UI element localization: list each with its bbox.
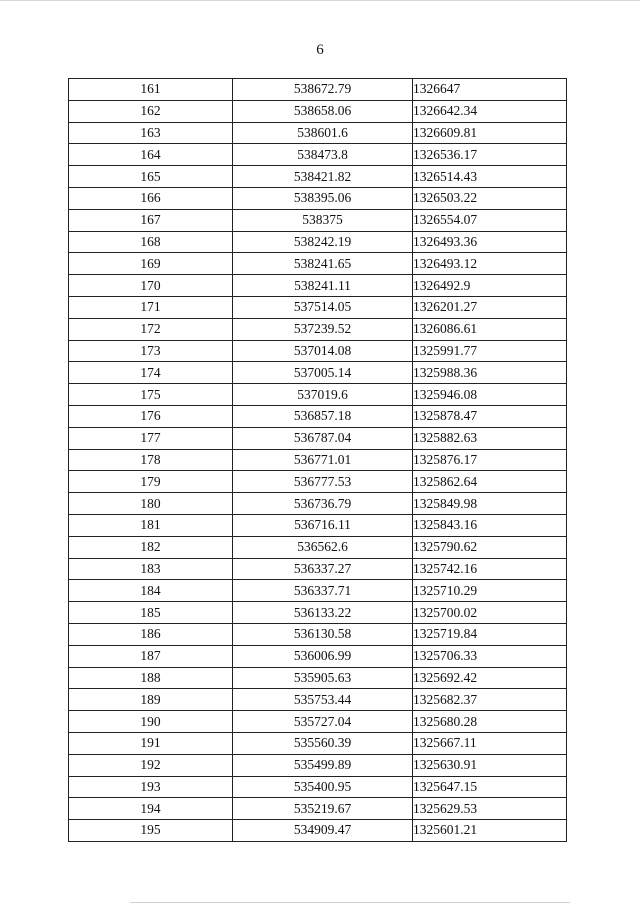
table-row	[69, 318, 567, 340]
point-number-cell: 175	[69, 384, 233, 406]
point-number-cell: 174	[69, 362, 233, 384]
x-coordinate-cell: 535560.39	[233, 732, 413, 754]
x-coordinate-cell: 536777.53	[233, 471, 413, 493]
table-row	[69, 602, 567, 624]
point-number-cell: 170	[69, 275, 233, 297]
scan-edge-bottom	[130, 902, 570, 903]
y-coordinate-cell: 1325630.91	[413, 754, 567, 776]
table-row	[69, 427, 567, 449]
y-coordinate-cell: 1326503.22	[413, 187, 567, 209]
point-number-cell: 182	[69, 536, 233, 558]
point-number-cell: 163	[69, 122, 233, 144]
table-row	[69, 362, 567, 384]
point-number-cell: 183	[69, 558, 233, 580]
y-coordinate-cell: 1326201.27	[413, 296, 567, 318]
y-coordinate-cell: 1325988.36	[413, 362, 567, 384]
x-coordinate-cell: 538375	[233, 209, 413, 231]
y-coordinate-cell: 1325790.62	[413, 536, 567, 558]
y-coordinate-cell: 1326493.36	[413, 231, 567, 253]
y-coordinate-cell: 1325710.29	[413, 580, 567, 602]
table-row	[69, 166, 567, 188]
x-coordinate-cell: 537239.52	[233, 318, 413, 340]
table-row	[69, 275, 567, 297]
x-coordinate-cell: 538241.65	[233, 253, 413, 275]
y-coordinate-cell: 1325878.47	[413, 405, 567, 427]
y-coordinate-cell: 1326609.81	[413, 122, 567, 144]
table-row	[69, 711, 567, 733]
x-coordinate-cell: 535400.95	[233, 776, 413, 798]
table-row	[69, 536, 567, 558]
x-coordinate-cell: 536006.99	[233, 645, 413, 667]
x-coordinate-cell: 535905.63	[233, 667, 413, 689]
table-row	[69, 623, 567, 645]
y-coordinate-cell: 1325849.98	[413, 493, 567, 515]
x-coordinate-cell: 537014.08	[233, 340, 413, 362]
point-number-cell: 184	[69, 580, 233, 602]
x-coordinate-cell: 536133.22	[233, 602, 413, 624]
x-coordinate-cell: 536736.79	[233, 493, 413, 515]
point-number-cell: 192	[69, 754, 233, 776]
x-coordinate-cell: 538395.06	[233, 187, 413, 209]
x-coordinate-cell: 535219.67	[233, 798, 413, 820]
table-row	[69, 820, 567, 842]
y-coordinate-cell: 1326493.12	[413, 253, 567, 275]
x-coordinate-cell: 536857.18	[233, 405, 413, 427]
point-number-cell: 186	[69, 623, 233, 645]
table-row	[69, 100, 567, 122]
table-row	[69, 493, 567, 515]
table-row	[69, 558, 567, 580]
table-row	[69, 253, 567, 275]
x-coordinate-cell: 537019.6	[233, 384, 413, 406]
table-row	[69, 798, 567, 820]
y-coordinate-cell: 1325680.28	[413, 711, 567, 733]
point-number-cell: 165	[69, 166, 233, 188]
y-coordinate-cell: 1325700.02	[413, 602, 567, 624]
y-coordinate-cell: 1325629.53	[413, 798, 567, 820]
table-row	[69, 144, 567, 166]
x-coordinate-cell: 538658.06	[233, 100, 413, 122]
x-coordinate-cell: 537005.14	[233, 362, 413, 384]
y-coordinate-cell: 1325667.11	[413, 732, 567, 754]
point-number-cell: 171	[69, 296, 233, 318]
y-coordinate-cell: 1325862.64	[413, 471, 567, 493]
x-coordinate-cell: 535753.44	[233, 689, 413, 711]
point-number-cell: 187	[69, 645, 233, 667]
y-coordinate-cell: 1325742.16	[413, 558, 567, 580]
table-row	[69, 209, 567, 231]
point-number-cell: 172	[69, 318, 233, 340]
page-number: 6	[316, 42, 324, 58]
point-number-cell: 169	[69, 253, 233, 275]
point-number-cell: 188	[69, 667, 233, 689]
y-coordinate-cell: 1326647	[413, 79, 567, 101]
table-row	[69, 122, 567, 144]
point-number-cell: 185	[69, 602, 233, 624]
x-coordinate-cell: 538242.19	[233, 231, 413, 253]
point-number-cell: 194	[69, 798, 233, 820]
y-coordinate-cell: 1325719.84	[413, 623, 567, 645]
table-row	[69, 296, 567, 318]
y-coordinate-cell: 1325991.77	[413, 340, 567, 362]
y-coordinate-cell: 1326536.17	[413, 144, 567, 166]
y-coordinate-cell: 1325682.37	[413, 689, 567, 711]
point-number-cell: 181	[69, 514, 233, 536]
point-number-cell: 164	[69, 144, 233, 166]
table-row	[69, 645, 567, 667]
x-coordinate-cell: 536562.6	[233, 536, 413, 558]
table-row	[69, 187, 567, 209]
y-coordinate-cell: 1325601.21	[413, 820, 567, 842]
point-number-cell: 162	[69, 100, 233, 122]
table-row	[69, 580, 567, 602]
table-row	[69, 776, 567, 798]
point-number-cell: 168	[69, 231, 233, 253]
point-number-cell: 190	[69, 711, 233, 733]
y-coordinate-cell: 1325706.33	[413, 645, 567, 667]
x-coordinate-cell: 538601.6	[233, 122, 413, 144]
point-number-cell: 166	[69, 187, 233, 209]
x-coordinate-cell: 534909.47	[233, 820, 413, 842]
y-coordinate-cell: 1325692.42	[413, 667, 567, 689]
table-row	[69, 340, 567, 362]
table-row	[69, 449, 567, 471]
y-coordinate-cell: 1325843.16	[413, 514, 567, 536]
y-coordinate-cell: 1326554.07	[413, 209, 567, 231]
table-row	[69, 384, 567, 406]
table-row	[69, 231, 567, 253]
x-coordinate-cell: 536771.01	[233, 449, 413, 471]
point-number-cell: 180	[69, 493, 233, 515]
x-coordinate-cell: 535727.04	[233, 711, 413, 733]
y-coordinate-cell: 1325946.08	[413, 384, 567, 406]
x-coordinate-cell: 535499.89	[233, 754, 413, 776]
table-row	[69, 79, 567, 101]
point-number-cell: 176	[69, 405, 233, 427]
y-coordinate-cell: 1325882.63	[413, 427, 567, 449]
x-coordinate-cell: 536130.58	[233, 623, 413, 645]
table-row	[69, 514, 567, 536]
point-number-cell: 193	[69, 776, 233, 798]
table-row	[69, 689, 567, 711]
x-coordinate-cell: 536787.04	[233, 427, 413, 449]
y-coordinate-cell: 1326514.43	[413, 166, 567, 188]
coordinates-table	[68, 78, 567, 842]
coordinates-table-body	[69, 79, 567, 842]
point-number-cell: 167	[69, 209, 233, 231]
x-coordinate-cell: 538672.79	[233, 79, 413, 101]
scan-edge-top	[0, 0, 640, 1]
point-number-cell: 161	[69, 79, 233, 101]
x-coordinate-cell: 536337.27	[233, 558, 413, 580]
y-coordinate-cell: 1325647.15	[413, 776, 567, 798]
point-number-cell: 178	[69, 449, 233, 471]
point-number-cell: 195	[69, 820, 233, 842]
table-row	[69, 667, 567, 689]
table-row	[69, 732, 567, 754]
x-coordinate-cell: 536337.71	[233, 580, 413, 602]
point-number-cell: 191	[69, 732, 233, 754]
point-number-cell: 179	[69, 471, 233, 493]
x-coordinate-cell: 537514.05	[233, 296, 413, 318]
table-row	[69, 754, 567, 776]
x-coordinate-cell: 538241.11	[233, 275, 413, 297]
x-coordinate-cell: 538421.82	[233, 166, 413, 188]
point-number-cell: 189	[69, 689, 233, 711]
point-number-cell: 177	[69, 427, 233, 449]
x-coordinate-cell: 538473.8	[233, 144, 413, 166]
point-number-cell: 173	[69, 340, 233, 362]
y-coordinate-cell: 1326642.34	[413, 100, 567, 122]
y-coordinate-cell: 1326086.61	[413, 318, 567, 340]
x-coordinate-cell: 536716.11	[233, 514, 413, 536]
table-row	[69, 405, 567, 427]
y-coordinate-cell: 1326492.9	[413, 275, 567, 297]
table-row	[69, 471, 567, 493]
y-coordinate-cell: 1325876.17	[413, 449, 567, 471]
